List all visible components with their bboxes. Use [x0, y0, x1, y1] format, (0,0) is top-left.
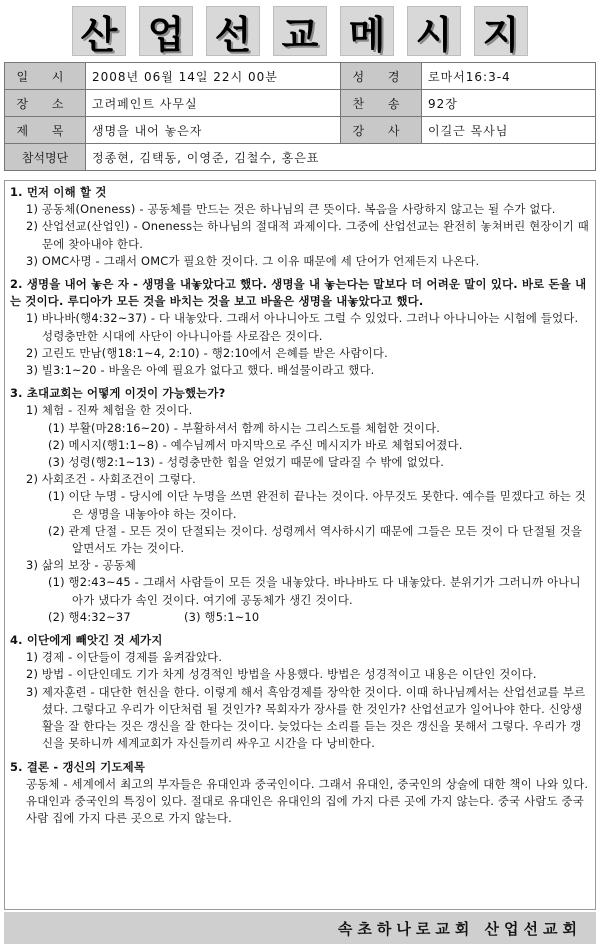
speaker-label: 강 사	[341, 117, 422, 144]
message-content	[10, 184, 590, 833]
section-5	[10, 759, 590, 828]
list-item: 2) 고린도 만남(행18:1~4, 2:10) - 행2:10에서 은혜를 받은 사람이다.	[26, 345, 388, 360]
list-item: 1) 공동체(Oneness) - 공동체를 만드는 것은 하나님의 큰 뜻이다. 복음을 사랑하지 않고는 될 수가 없다.	[26, 202, 556, 217]
place-value: 고려페인트 사무실	[86, 90, 341, 117]
sub-list-item: (2) 메시지(행1:1~8) - 예수님께서 마지막으로 주신 메시지가 바로 체험되어졌다.	[48, 437, 463, 452]
date-label: 일 시	[5, 63, 86, 90]
attendees-value: 정종현, 김택동, 이영준, 김철수, 홍은표	[86, 144, 596, 171]
title-char: 메	[340, 6, 394, 56]
title-banner	[0, 0, 600, 62]
sub-list-item: (1) 이단 누명 - 당시에 이단 누명을 쓰면 완전히 끝나는 것이다. 아무것도 못한다. 예수를 믿겠다고 하는 것은 생명을 내놓아야 하는 것이다.	[48, 489, 586, 521]
sermon-info-table	[4, 62, 596, 171]
hymn-value: 92장	[422, 90, 596, 117]
sub-list-item: (3) 행5:1~10	[184, 609, 260, 624]
list-item: 3) 삶의 보장 - 공동체	[26, 558, 137, 573]
sub-list-item: (1) 행2:43~45 - 그래서 사람들이 모든 것을 내놓았다. 바나바도 다 내놓았다. 분위기가 그러니까 아나니아가 냈다가 속인 것이다. 여기에 공동체가 생긴 것이다.	[48, 575, 581, 607]
date-value: 2008년 06월 14일 22시 00분	[86, 63, 341, 90]
section-heading: 3. 초대교회는 어떻게 이것이 가능했는가?	[10, 386, 226, 401]
speaker-value: 이길근 목사님	[422, 117, 596, 144]
list-item: 3) OMC사명 - 그래서 OMC가 필요한 것이다. 그 이유 때문에 세 단어가 언제든지 나온다.	[26, 253, 480, 268]
title-char: 시	[407, 6, 461, 56]
section-3	[10, 385, 590, 626]
scripture-label: 성 경	[341, 63, 422, 90]
church-footer: 속초하나로교회 산업선교회	[4, 912, 596, 944]
list-item: 2) 산업선교(산업인) - Oneness는 하나님의 절대적 과제이다. 그중에 산업선교는 완전히 놓쳐버린 현장이기 때문에 찾아내야 한다.	[26, 219, 589, 251]
list-item: 1) 체험 - 진짜 체험을 한 것이다.	[26, 403, 193, 418]
sub-list-item: (2) 관계 단절 - 모든 것이 단절되는 것이다. 성령께서 역사하시기 때문에 그들은 모든 것이 다 단절될 것을 알면서도 가는 것이다.	[48, 523, 583, 556]
title-char: 업	[139, 6, 193, 56]
title-char: 교	[273, 6, 327, 56]
title-char: 지	[474, 6, 528, 56]
list-item: 2) 방법 - 이단인데도 기가 차게 성경적인 방법을 사용했다. 방법은 성경적이고 내용은 이단인 것이다.	[26, 667, 537, 682]
section-heading: 1. 먼저 이해 할 것	[10, 185, 107, 199]
list-item: 1) 경제 - 이단들이 경제를 움켜잡았다.	[26, 650, 223, 665]
list-item: 3) 빌3:1~20 - 바울은 아예 필요가 없다고 했다. 배설물이라고 했다.	[26, 363, 375, 378]
section-heading: 4. 이단에게 빼앗긴 것 세가지	[10, 633, 163, 648]
sub-list-item: (2) 행4:32~37	[48, 609, 131, 624]
hymn-label: 찬 송	[341, 90, 422, 117]
sub-list-item: (3) 성령(행2:1~13) - 성령충만한 힘을 얻었기 때문에 달라질 수 밖에 없었다.	[48, 455, 445, 470]
section-heading: 2. 생명을 내어 놓은 자 - 생명을 내놓았다고 했다. 생명을 내 놓는다는 말보다 더 어려운 말이 있다. 바로 돈을 내는 것이다. 루디아가 모든 것을 바치는 것을 보고 바울은 생명을 내놓았다고 했다.	[10, 277, 587, 309]
title-char: 선	[206, 6, 260, 56]
list-item: 2) 사회조건 - 사회조건이 그렇다.	[26, 472, 196, 487]
subject-label: 제 목	[5, 117, 86, 144]
section-1	[10, 184, 590, 270]
subject-value: 생명을 내어 놓은자	[86, 117, 341, 144]
section-heading: 5. 결론 - 갱신의 기도제목	[10, 759, 146, 774]
conclusion-paragraph: 공동체 - 세계에서 최고의 부자들은 유대인과 중국인이다. 그래서 유대인, 중국인의 상술에 대한 책이 나와 있다. 유대인과 중국인의 특징이 있다. 절대로 유대인은 유대인의 집에 가지 다른 곳에 가지 않는다. 중국 사람도 중국사람 집에 가지 다른 곳으로 가지 않는다.	[26, 776, 589, 826]
scripture-value: 로마서16:3-4	[422, 63, 596, 90]
place-label: 장 소	[5, 90, 86, 117]
title-char: 산	[72, 6, 126, 56]
list-item: 1) 바나바(행4:32~37) - 다 내놓았다. 그래서 아나니아도 그럴 수 있었다. 그러나 아나니아는 시험에 들었다. 성령충만한 시대에 사단이 아나니아를 사로잡은 것이다.	[26, 311, 579, 343]
section-2	[10, 276, 590, 379]
attendees-label: 참석명단	[5, 144, 86, 171]
section-4	[10, 632, 590, 752]
list-item: 3) 제자훈련 - 대단한 헌신을 한다. 이렇게 해서 흑암경제를 장악한 것이다. 이때 하나님께서는 산업선교를 부르셨다. 그렇다고 우리가 이단처럼 될 것인가? 목회자가 장사를 한 것인가? 산업선교가 일어나야 한다. 신앙생활을 잘 한다는 것은 갱신을 잘 한다는 것이다. 늦었다는 소리를 듣는 것은 갱신을 못해서 그렇다. 우리가 갱신을 못하니까 세계교회가 자신들끼리 싸우고 시간을 다 낭비한다.	[26, 684, 586, 751]
sub-list-item: (1) 부활(마28:16~20) - 부활하셔서 함께 하시는 그리스도를 체험한 것이다.	[48, 420, 441, 435]
